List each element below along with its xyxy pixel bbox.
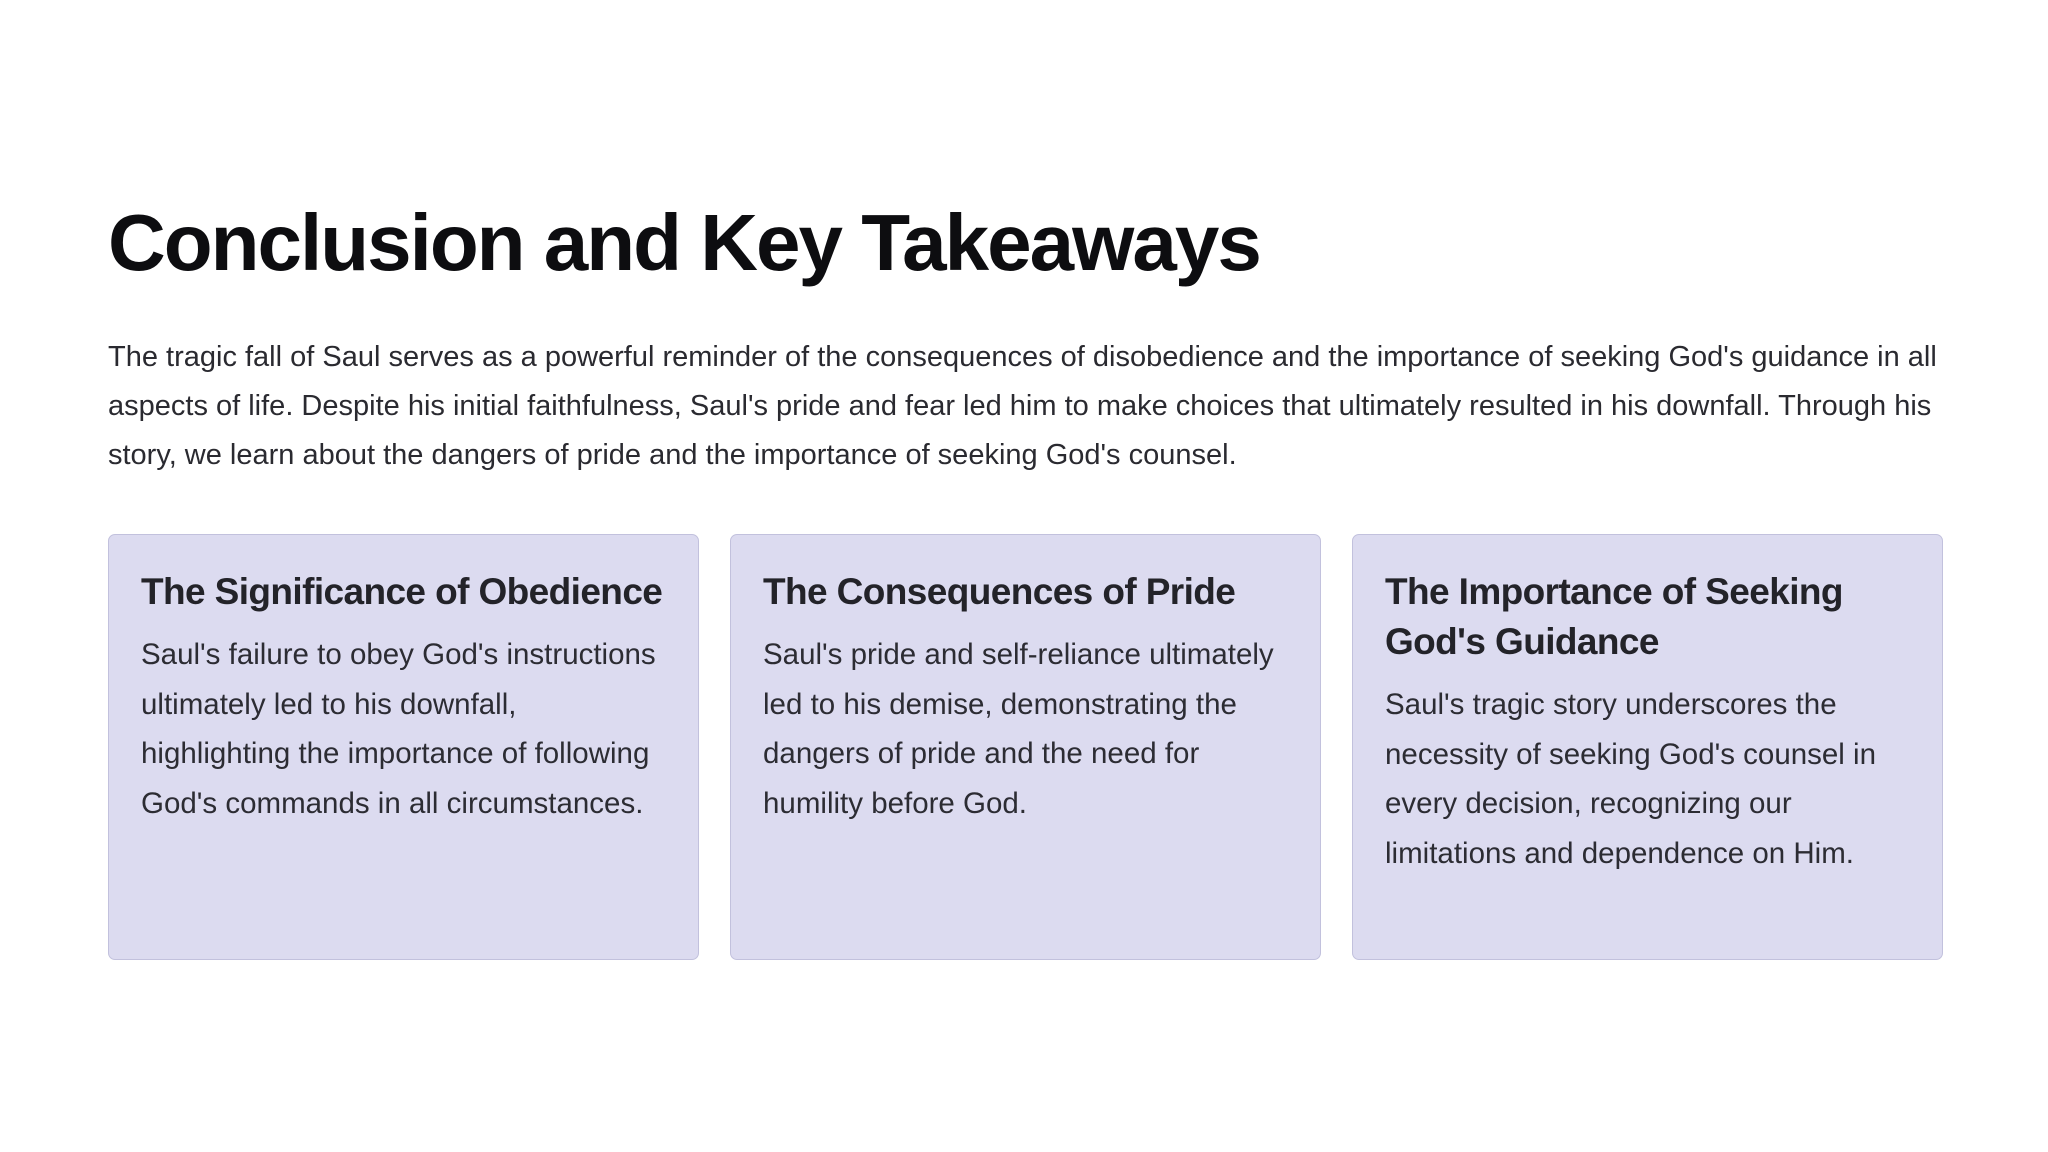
takeaway-cards [108,534,1943,960]
takeaway-card-guidance [1352,534,1943,960]
intro-paragraph: The tragic fall of Saul serves as a powerful reminder of the consequences of disobedience and the importance of seeking God's guidance in all aspects of life. Despite his initial faithfulness, Saul's pride and fear led him to make choices that ultimately resulted in his downfall. Through his story, we learn about the dangers of pride and the importance of seeking God's counsel. [108,341,1937,471]
page-title: Conclusion and Key Takeaways [108,198,1260,287]
card-text: Saul's failure to obey God's instructions ultimately led to his downfall, highlighting the importance of following God's commands in all circumstances. [141,638,656,820]
takeaway-card-obedience [108,534,699,960]
slide-content [108,195,1944,870]
card-text: Saul's tragic story underscores the necessity of seeking God's counsel in every decision, recognizing our limitations and dependence on Him. [1385,688,1877,870]
card-title: The Significance of Obedience [141,571,663,612]
card-title: The Importance of Seeking God's Guidance [1385,571,1843,662]
card-title: The Consequences of Pride [763,571,1236,612]
takeaway-card-pride [730,534,1321,960]
card-text: Saul's pride and self-reliance ultimately led to his demise, demonstrating the dangers of pride and the need for humility before God. [763,638,1274,820]
